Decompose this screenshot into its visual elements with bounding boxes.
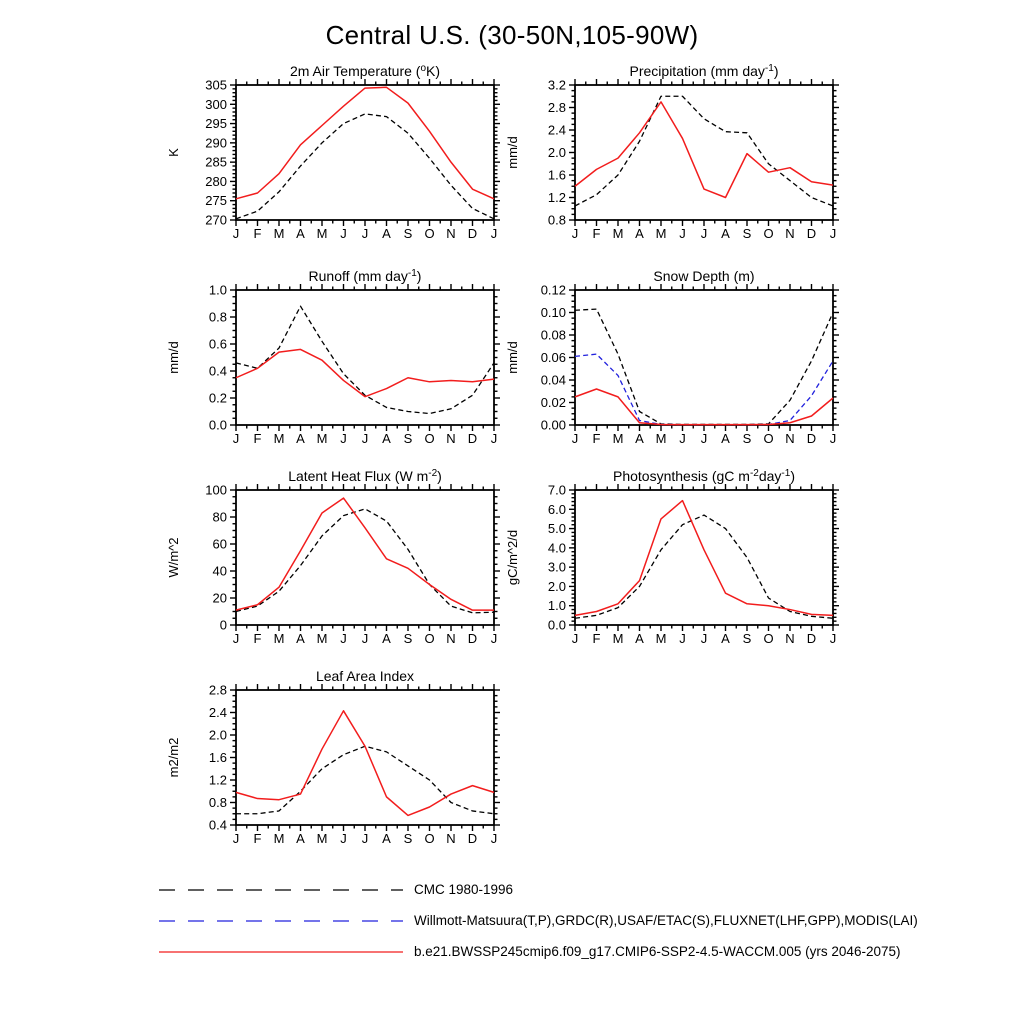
svg-text:Snow Depth (m): Snow Depth (m) bbox=[653, 268, 755, 284]
svg-text:2m Air Temperature (oK): 2m Air Temperature ($^o$K) bbox=[289, 63, 441, 79]
svg-text:S: S bbox=[742, 226, 752, 241]
svg-text:285: 285 bbox=[205, 154, 227, 170]
solid-red-line-sample bbox=[158, 946, 404, 958]
svg-text:J: J bbox=[490, 631, 498, 646]
svg-text:A: A bbox=[296, 631, 305, 646]
svg-text:O: O bbox=[763, 431, 774, 446]
svg-text:40: 40 bbox=[212, 563, 227, 579]
svg-text:J: J bbox=[490, 431, 498, 446]
svg-text:6.0: 6.0 bbox=[547, 501, 566, 517]
svg-text:N: N bbox=[446, 631, 456, 646]
svg-text:N: N bbox=[785, 431, 795, 446]
svg-text:S: S bbox=[742, 631, 752, 646]
svg-text:0.04: 0.04 bbox=[540, 372, 566, 388]
svg-text:mm/d: mm/d bbox=[166, 341, 181, 374]
svg-text:0: 0 bbox=[219, 617, 227, 633]
svg-text:F: F bbox=[592, 226, 601, 241]
panel-air-temperature bbox=[158, 61, 516, 254]
svg-text:300: 300 bbox=[205, 96, 227, 112]
svg-text:J: J bbox=[340, 431, 347, 446]
svg-text:D: D bbox=[806, 431, 817, 446]
svg-text:O: O bbox=[763, 631, 774, 646]
svg-text:S: S bbox=[403, 431, 413, 446]
legend-item-model bbox=[158, 936, 918, 967]
svg-text:0.0: 0.0 bbox=[547, 617, 566, 633]
svg-text:0.6: 0.6 bbox=[208, 336, 227, 352]
svg-text:O: O bbox=[763, 226, 774, 241]
legend-item-obs bbox=[158, 905, 918, 936]
svg-text:A: A bbox=[721, 431, 730, 446]
svg-text:mm/d: mm/d bbox=[505, 341, 520, 374]
svg-text:F: F bbox=[592, 431, 601, 446]
svg-text:J: J bbox=[340, 631, 347, 646]
svg-text:J: J bbox=[361, 431, 369, 446]
svg-text:A: A bbox=[635, 226, 644, 241]
svg-text:0.12: 0.12 bbox=[540, 282, 566, 298]
svg-text:J: J bbox=[490, 831, 498, 846]
svg-text:5.0: 5.0 bbox=[547, 521, 566, 537]
svg-text:J: J bbox=[490, 226, 498, 241]
svg-text:0.8: 0.8 bbox=[208, 309, 227, 325]
legend-label: Willmott-Matsuura(T,P),GRDC(R),USAF/ETAC(S),FLUXNET(LHF,GPP),MODIS(LAI) bbox=[414, 913, 918, 928]
dashed-blue-line-sample bbox=[158, 915, 404, 927]
svg-text:A: A bbox=[382, 831, 391, 846]
svg-text:M: M bbox=[316, 831, 328, 846]
svg-text:290: 290 bbox=[205, 135, 227, 151]
svg-text:S: S bbox=[403, 831, 413, 846]
svg-text:O: O bbox=[424, 431, 435, 446]
svg-text:M: M bbox=[273, 226, 285, 241]
svg-text:A: A bbox=[296, 831, 305, 846]
panel-leaf-area-index bbox=[158, 666, 516, 859]
svg-text:J: J bbox=[679, 431, 686, 446]
air-temperature-chart bbox=[158, 61, 516, 254]
svg-text:4.0: 4.0 bbox=[547, 540, 566, 556]
svg-text:D: D bbox=[467, 831, 478, 846]
svg-text:305: 305 bbox=[205, 77, 227, 93]
svg-text:0.08: 0.08 bbox=[540, 327, 566, 343]
svg-text:2.8: 2.8 bbox=[208, 682, 227, 698]
svg-text:0.02: 0.02 bbox=[540, 395, 566, 410]
svg-text:J: J bbox=[232, 831, 240, 846]
svg-text:M: M bbox=[612, 631, 624, 646]
svg-text:J: J bbox=[679, 226, 686, 241]
svg-text:O: O bbox=[424, 226, 435, 241]
svg-text:M: M bbox=[273, 431, 285, 446]
svg-text:S: S bbox=[742, 431, 752, 446]
svg-text:J: J bbox=[232, 631, 240, 646]
svg-text:N: N bbox=[446, 431, 456, 446]
svg-text:0.8: 0.8 bbox=[547, 212, 566, 228]
svg-text:W/m^2: W/m^2 bbox=[166, 537, 181, 578]
svg-text:0.0: 0.0 bbox=[208, 417, 227, 433]
svg-text:J: J bbox=[829, 226, 837, 241]
svg-text:M: M bbox=[273, 831, 285, 846]
svg-text:J: J bbox=[340, 831, 347, 846]
svg-text:2.8: 2.8 bbox=[547, 100, 566, 115]
svg-text:Latent Heat Flux (W m-2): Latent Heat Flux (W $m^{-2}$) bbox=[288, 468, 442, 484]
panel-runoff bbox=[158, 266, 516, 459]
svg-text:gC/m^2/d: gC/m^2/d bbox=[505, 529, 520, 586]
svg-text:100: 100 bbox=[205, 482, 227, 498]
svg-text:M: M bbox=[273, 631, 285, 646]
panel-snow-depth bbox=[497, 266, 855, 459]
svg-text:3.0: 3.0 bbox=[547, 559, 566, 575]
svg-text:A: A bbox=[635, 631, 644, 646]
svg-text:0.4: 0.4 bbox=[208, 817, 227, 833]
svg-text:M: M bbox=[655, 431, 667, 446]
svg-text:1.0: 1.0 bbox=[208, 282, 227, 298]
svg-text:D: D bbox=[467, 431, 478, 446]
svg-text:J: J bbox=[679, 631, 686, 646]
svg-text:80: 80 bbox=[212, 509, 227, 525]
svg-text:K: K bbox=[166, 148, 181, 157]
svg-text:O: O bbox=[424, 631, 435, 646]
legend bbox=[158, 874, 918, 967]
svg-text:F: F bbox=[253, 831, 262, 846]
svg-text:270: 270 bbox=[205, 212, 227, 228]
svg-text:0.00: 0.00 bbox=[540, 417, 566, 433]
svg-text:0.4: 0.4 bbox=[208, 363, 227, 379]
svg-text:A: A bbox=[382, 631, 391, 646]
svg-text:0.2: 0.2 bbox=[208, 390, 227, 406]
svg-text:M: M bbox=[612, 431, 624, 446]
svg-text:Runoff (mm day-1): Runoff (mm day$^{-1}$) bbox=[308, 268, 422, 284]
svg-text:A: A bbox=[296, 431, 305, 446]
panel-latent-heat-flux bbox=[158, 466, 516, 659]
svg-text:295: 295 bbox=[205, 116, 227, 132]
svg-text:S: S bbox=[403, 226, 413, 241]
svg-text:A: A bbox=[382, 226, 391, 241]
svg-text:A: A bbox=[635, 431, 644, 446]
svg-text:2.0: 2.0 bbox=[547, 145, 566, 160]
page-title: Central U.S. (30-50N,105-90W) bbox=[325, 20, 699, 50]
legend-label: b.e21.BWSSP245cmip6.f09_g17.CMIP6-SSP2-4.5-WACCM.005 (yrs 2046-2075) bbox=[414, 944, 901, 959]
snow-depth-chart bbox=[497, 266, 855, 459]
svg-text:280: 280 bbox=[205, 173, 227, 189]
svg-text:M: M bbox=[612, 226, 624, 241]
svg-text:275: 275 bbox=[205, 193, 227, 209]
runoff-chart bbox=[158, 266, 516, 459]
svg-text:M: M bbox=[316, 226, 328, 241]
svg-text:1.6: 1.6 bbox=[547, 167, 566, 183]
svg-text:D: D bbox=[806, 631, 817, 646]
svg-text:J: J bbox=[829, 431, 837, 446]
svg-text:N: N bbox=[785, 226, 795, 241]
svg-text:M: M bbox=[316, 631, 328, 646]
svg-text:S: S bbox=[403, 631, 413, 646]
photosynthesis-chart bbox=[497, 466, 855, 659]
svg-text:J: J bbox=[571, 226, 579, 241]
svg-text:J: J bbox=[232, 226, 240, 241]
svg-text:A: A bbox=[721, 226, 730, 241]
dashed-black-line-sample bbox=[158, 884, 404, 896]
svg-text:mm/d: mm/d bbox=[505, 136, 520, 169]
svg-text:2.4: 2.4 bbox=[208, 705, 227, 720]
svg-text:J: J bbox=[340, 226, 347, 241]
svg-text:O: O bbox=[424, 831, 435, 846]
svg-text:D: D bbox=[467, 226, 478, 241]
svg-text:J: J bbox=[361, 831, 369, 846]
svg-text:M: M bbox=[655, 226, 667, 241]
svg-text:0.06: 0.06 bbox=[540, 350, 566, 365]
svg-text:N: N bbox=[785, 631, 795, 646]
svg-text:1.2: 1.2 bbox=[547, 190, 566, 205]
svg-text:F: F bbox=[253, 431, 262, 446]
svg-text:1.0: 1.0 bbox=[547, 598, 566, 614]
precipitation-chart bbox=[497, 61, 855, 254]
svg-text:A: A bbox=[382, 431, 391, 446]
svg-text:J: J bbox=[700, 431, 708, 446]
svg-text:60: 60 bbox=[212, 536, 227, 552]
panel-photosynthesis bbox=[497, 466, 855, 659]
svg-text:0.10: 0.10 bbox=[540, 305, 566, 320]
svg-text:2.0: 2.0 bbox=[208, 727, 227, 743]
svg-text:7.0: 7.0 bbox=[547, 482, 566, 498]
svg-text:F: F bbox=[253, 631, 262, 646]
svg-text:A: A bbox=[296, 226, 305, 241]
svg-text:M: M bbox=[655, 631, 667, 646]
svg-text:2.0: 2.0 bbox=[547, 578, 566, 594]
svg-text:J: J bbox=[571, 631, 579, 646]
svg-text:D: D bbox=[806, 226, 817, 241]
svg-text:Precipitation (mm day-1): Precipitation (mm day$^{-1}$) bbox=[629, 63, 779, 79]
svg-text:J: J bbox=[829, 631, 837, 646]
svg-text:1.2: 1.2 bbox=[208, 772, 227, 788]
panel-precipitation bbox=[497, 61, 855, 254]
legend-item-cmc bbox=[158, 874, 918, 905]
svg-text:N: N bbox=[446, 226, 456, 241]
legend-label: CMC 1980-1996 bbox=[414, 882, 514, 897]
svg-text:N: N bbox=[446, 831, 456, 846]
svg-text:Leaf Area Index: Leaf Area Index bbox=[315, 668, 415, 684]
svg-text:J: J bbox=[361, 226, 369, 241]
svg-text:F: F bbox=[253, 226, 262, 241]
svg-text:3.2: 3.2 bbox=[547, 77, 566, 93]
latent-heat-flux-chart bbox=[158, 466, 516, 659]
svg-text:D: D bbox=[467, 631, 478, 646]
svg-text:20: 20 bbox=[212, 590, 227, 606]
svg-text:J: J bbox=[232, 431, 240, 446]
svg-text:A: A bbox=[721, 631, 730, 646]
svg-text:J: J bbox=[361, 631, 369, 646]
svg-text:Photosynthesis (gC m-2day-1): Photosynthesis (gC $m^{-2}day^{-1}$) bbox=[612, 468, 796, 484]
svg-text:2.4: 2.4 bbox=[547, 122, 566, 138]
svg-text:1.6: 1.6 bbox=[208, 750, 227, 765]
svg-text:J: J bbox=[571, 431, 579, 446]
svg-text:0.8: 0.8 bbox=[208, 795, 227, 810]
leaf-area-index-chart bbox=[158, 666, 516, 859]
svg-text:F: F bbox=[592, 631, 601, 646]
svg-text:J: J bbox=[700, 631, 708, 646]
svg-text:m2/m2: m2/m2 bbox=[166, 737, 181, 778]
svg-text:M: M bbox=[316, 431, 328, 446]
svg-text:J: J bbox=[700, 226, 708, 241]
